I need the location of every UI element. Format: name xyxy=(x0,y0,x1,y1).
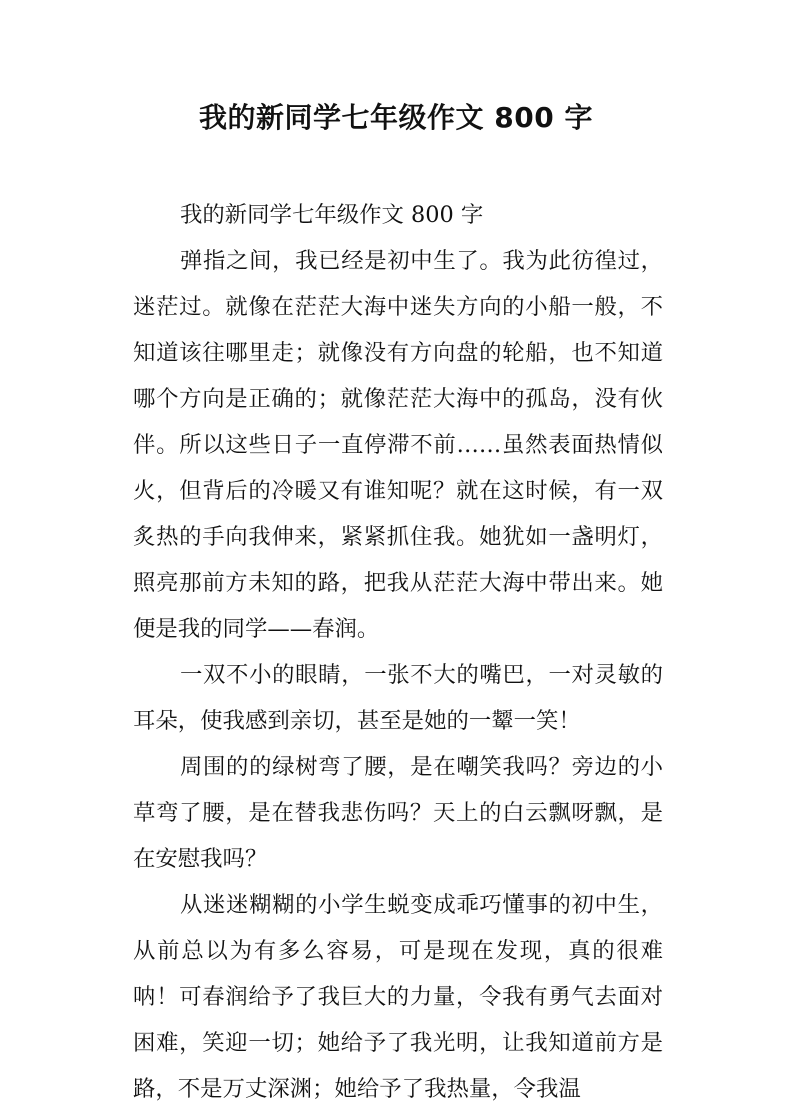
paragraph-description: 一双不小的眼睛，一张不大的嘴巴，一对灵敏的耳朵，使我感到亲切，甚至是她的一颦一笑！ xyxy=(133,662,663,734)
document-body xyxy=(133,192,663,1112)
paragraph-surroundings: 周围的的绿树弯了腰，是在嘲笑我吗？旁边的小草弯了腰，是在替我悲伤吗？天上的白云飘呀飘，是在安慰我吗？ xyxy=(133,754,663,872)
paragraph-heading-repeat: 我的新同学七年级作文 800 字 xyxy=(180,202,484,228)
paragraph-growth: 从迷迷糊糊的小学生蜕变成乖巧懂事的初中生，从前总以为有多么容易，可是现在发现，真的很难呐！可春润给予了我巨大的力量，令我有勇气去面对困难，笑迎一切；她给予了我光明，让我知道前方是路，不是万丈深渊；她给予了我热量，令我温 xyxy=(133,892,663,1102)
paragraph-intro: 弹指之间，我已经是初中生了。我为此彷徨过，迷茫过。就像在茫茫大海中迷失方向的小船一般，不知道该往哪里走；就像没有方向盘的轮船，也不知道哪个方向是正确的；就像茫茫大海中的孤岛，没有伙伴。所以这些日子一直停滞不前……虽然表面热情似火，但背后的冷暖又有谁知呢？就在这时候，有一双炙热的手向我伸来，紧紧抓住我。她犹如一盏明灯，照亮那前方未知的路，把我从茫茫大海中带出来。她便是我的同学——春润。 xyxy=(133,248,663,642)
document-title: 我的新同学七年级作文 800 字 xyxy=(199,101,593,134)
